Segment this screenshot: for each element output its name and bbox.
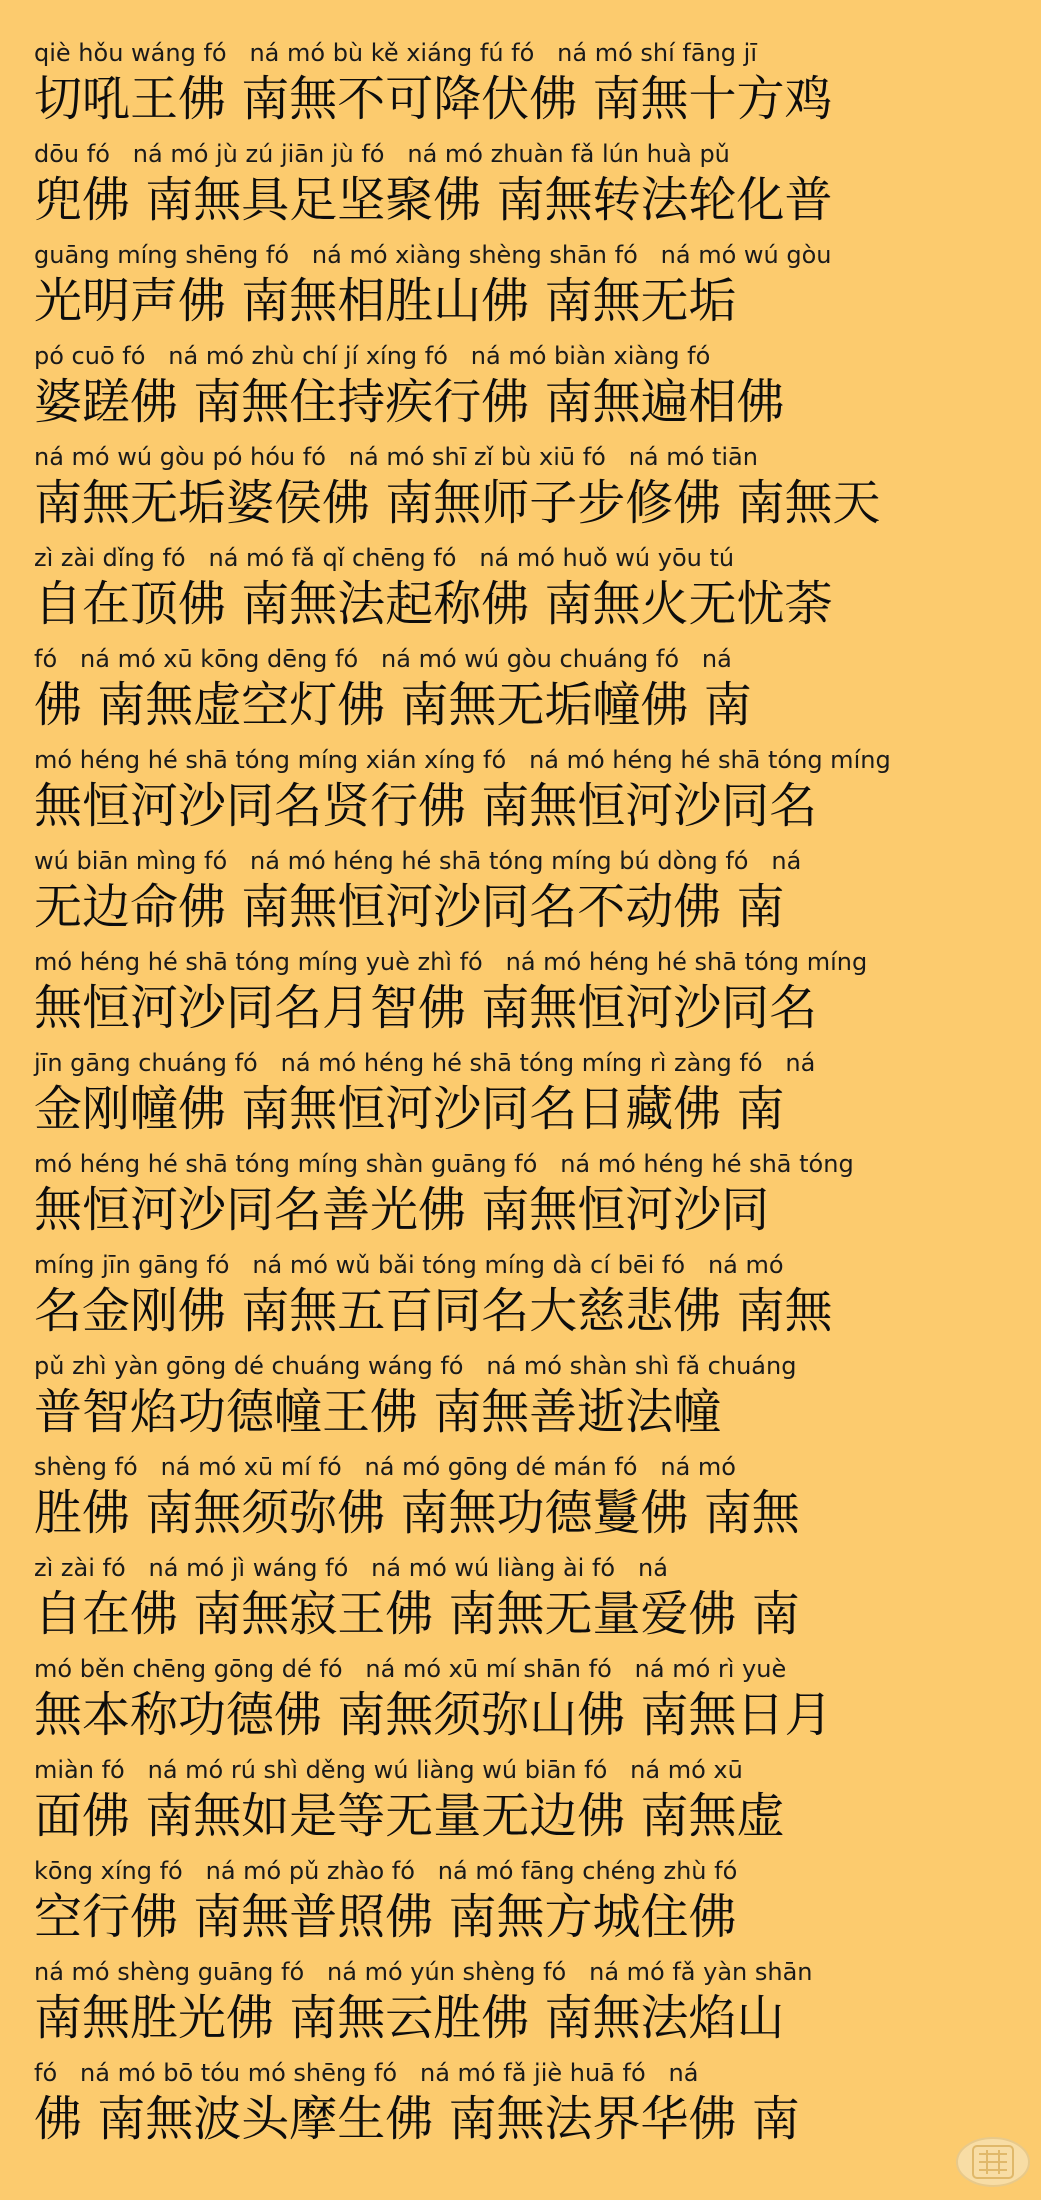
pinyin-row: ná mó shèng guāng fó ná mó yún shèng fó ná mó fǎ yàn shān xyxy=(34,1958,813,1986)
hanzi-row: 名金刚佛 南無五百同名大慈悲佛 南無 xyxy=(34,1283,833,1339)
hanzi-row: 佛 南無虚空灯佛 南無无垢幢佛 南 xyxy=(34,677,752,733)
text-line xyxy=(34,1955,1009,2056)
hanzi-row: 兜佛 南無具足坚聚佛 南無转法轮化普 xyxy=(34,172,833,228)
pinyin-row: dōu fó ná mó jù zú jiān jù fó ná mó zhuàn fǎ lún huà pǔ xyxy=(34,140,730,168)
text-line xyxy=(34,1046,1009,1147)
pinyin-row: pǔ zhì yàn gōng dé chuáng wáng fó ná mó shàn shì fǎ chuáng xyxy=(34,1352,797,1380)
pinyin-row: wú biān mìng fó ná mó héng hé shā tóng míng bú dòng fó ná xyxy=(34,847,802,875)
text-line xyxy=(34,1652,1009,1753)
text-line xyxy=(34,2056,1009,2157)
text-line xyxy=(34,541,1009,642)
text-line xyxy=(34,36,1009,137)
text-line xyxy=(34,1450,1009,1551)
pinyin-row: guāng míng shēng fó ná mó xiàng shèng shān fó ná mó wú gòu xyxy=(34,241,832,269)
hanzi-row: 切吼王佛 南無不可降伏佛 南無十方鸡 xyxy=(34,71,833,127)
text-line xyxy=(34,1753,1009,1854)
pinyin-row: mó héng hé shā tóng míng yuè zhì fó ná mó héng hé shā tóng míng xyxy=(34,948,868,976)
text-line xyxy=(34,1551,1009,1652)
hanzi-row: 面佛 南無如是等无量无边佛 南無虚 xyxy=(34,1788,785,1844)
pinyin-row: pó cuō fó ná mó zhù chí jí xíng fó ná mó biàn xiàng fó xyxy=(34,342,711,370)
pinyin-row: shèng fó ná mó xū mí fó ná mó gōng dé mán fó ná mó xyxy=(34,1453,736,1481)
pinyin-row: qiè hǒu wáng fó ná mó bù kě xiáng fú fó ná mó shí fāng jī xyxy=(34,39,757,67)
hanzi-row: 無本称功德佛 南無须弥山佛 南無日月 xyxy=(34,1687,833,1743)
hanzi-row: 光明声佛 南無相胜山佛 南無无垢 xyxy=(34,273,737,329)
pinyin-row: jīn gāng chuáng fó ná mó héng hé shā tóng míng rì zàng fó ná xyxy=(34,1049,816,1077)
text-line xyxy=(34,1349,1009,1450)
hanzi-row: 佛 南無波头摩生佛 南無法界华佛 南 xyxy=(34,2091,800,2147)
pinyin-row: fó ná mó bō tóu mó shēng fó ná mó fǎ jiè huā fó ná xyxy=(34,2059,699,2087)
text-line xyxy=(34,743,1009,844)
hanzi-row: 婆蹉佛 南無住持疾行佛 南無遍相佛 xyxy=(34,374,785,430)
text-line xyxy=(34,137,1009,238)
pinyin-row: ná mó wú gòu pó hóu fó ná mó shī zǐ bù xiū fó ná mó tiān xyxy=(34,443,758,471)
text-line xyxy=(34,238,1009,339)
hanzi-row: 南無胜光佛 南無云胜佛 南無法焰山 xyxy=(34,1990,785,2046)
hanzi-row: 自在佛 南無寂王佛 南無无量爱佛 南 xyxy=(34,1586,800,1642)
pinyin-row: zì zài fó ná mó jì wáng fó ná mó wú liàng ài fó ná xyxy=(34,1554,668,1582)
hanzi-row: 無恒河沙同名善光佛 南無恒河沙同 xyxy=(34,1182,770,1238)
pinyin-row: kōng xíng fó ná mó pǔ zhào fó ná mó fāng chéng zhù fó xyxy=(34,1857,738,1885)
text-line xyxy=(34,1854,1009,1955)
text-line xyxy=(34,945,1009,1046)
hanzi-row: 南無无垢婆侯佛 南無师子步修佛 南無天 xyxy=(34,475,881,531)
pinyin-row: fó ná mó xū kōng dēng fó ná mó wú gòu chuáng fó ná xyxy=(34,645,732,673)
hanzi-row: 無恒河沙同名贤行佛 南無恒河沙同名 xyxy=(34,778,818,834)
text-line xyxy=(34,642,1009,743)
pinyin-row: mó héng hé shā tóng míng shàn guāng fó ná mó héng hé shā tóng xyxy=(34,1150,854,1178)
hanzi-row: 空行佛 南無普照佛 南無方城住佛 xyxy=(34,1889,737,1945)
text-line xyxy=(34,339,1009,440)
pinyin-row: mó běn chēng gōng dé fó ná mó xū mí shān fó ná mó rì yuè xyxy=(34,1655,787,1683)
seal-logo xyxy=(955,2136,1031,2188)
pinyin-row: mó héng hé shā tóng míng xián xíng fó ná mó héng hé shā tóng míng xyxy=(34,746,891,774)
text-line xyxy=(34,1248,1009,1349)
hanzi-row: 金刚幢佛 南無恒河沙同名日藏佛 南 xyxy=(34,1081,785,1137)
text-line xyxy=(34,1147,1009,1248)
text-line xyxy=(34,440,1009,541)
hanzi-row: 无边命佛 南無恒河沙同名不动佛 南 xyxy=(34,879,785,935)
text-line xyxy=(34,844,1009,945)
hanzi-row: 普智焰功德幢王佛 南無善逝法幢 xyxy=(34,1384,722,1440)
hanzi-row: 無恒河沙同名月智佛 南無恒河沙同名 xyxy=(34,980,818,1036)
hanzi-row: 胜佛 南無须弥佛 南無功德鬘佛 南無 xyxy=(34,1485,800,1541)
hanzi-row: 自在顶佛 南無法起称佛 南無火无忧荼 xyxy=(34,576,833,632)
pinyin-row: míng jīn gāng fó ná mó wǔ bǎi tóng míng dà cí bēi fó ná mó xyxy=(34,1251,784,1279)
pinyin-row: zì zài dǐng fó ná mó fǎ qǐ chēng fó ná mó huǒ wú yōu tú xyxy=(34,544,735,572)
pinyin-row: miàn fó ná mó rú shì děng wú liàng wú biān fó ná mó xū xyxy=(34,1756,743,1784)
